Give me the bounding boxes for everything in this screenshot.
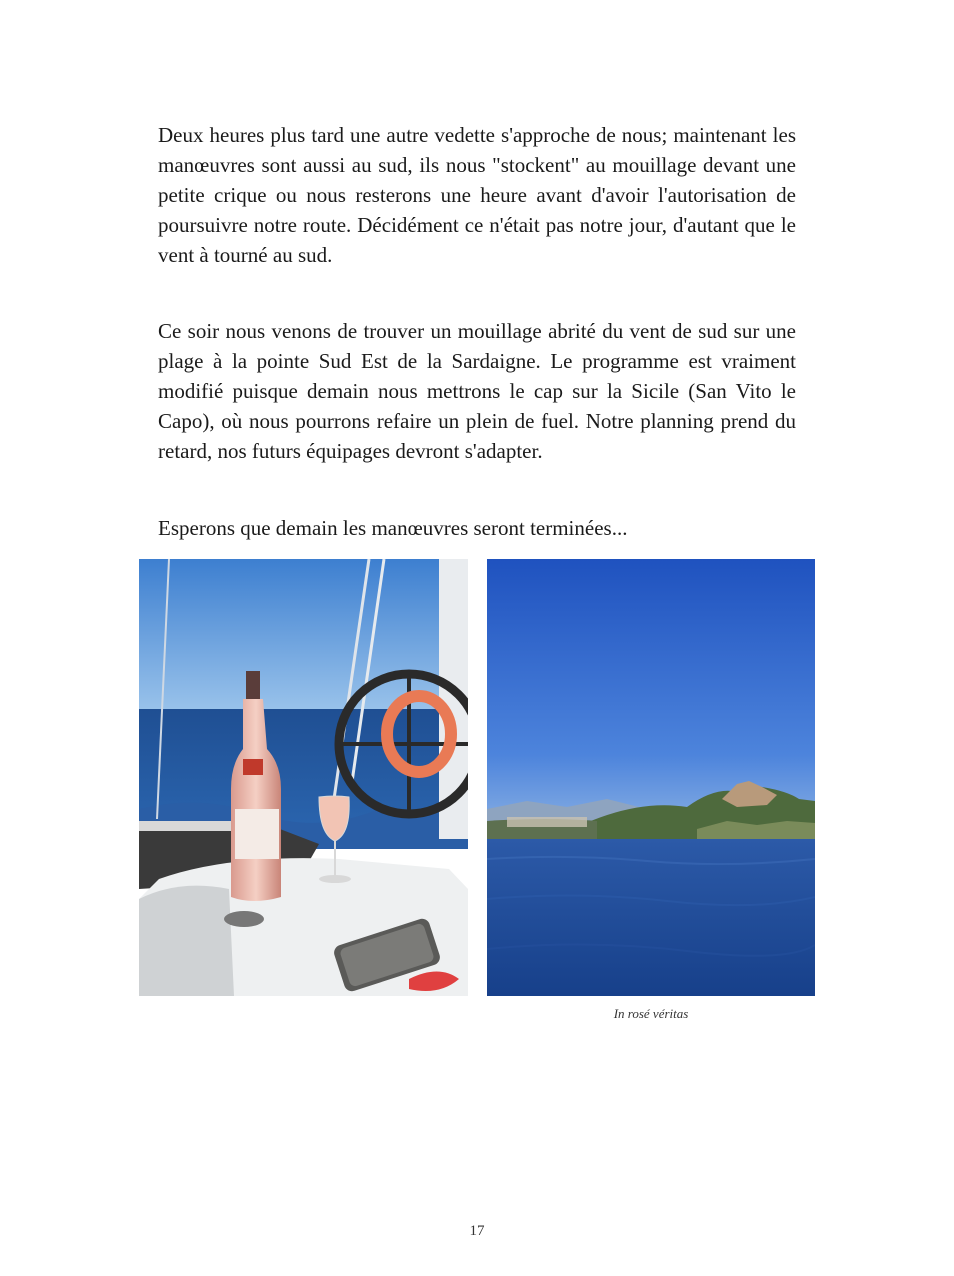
photo-rose-bottle-on-boat [139, 559, 468, 996]
paragraph-2: Ce soir nous venons de trouver un mouillage abrité du vent de sud sur une plage à la pointe Sud Est de la Sardaigne. Le programme est vraiment modifié puisque demain nous mettrons le cap sur la Sicile (San Vito le Capo), où nous pourrons refaire un plein de fuel. Notre planning prend du retard, nos futurs équipages devront s'adapter. [158, 319, 796, 463]
paragraph-1: Deux heures plus tard une autre vedette s'approche de nous; maintenant les manœuvres sont aussi au sud, ils nous "stockent" au mouillage devant une petite crique ou nous resterons une heure avant d'avoir l'autorisation de poursuivre notre route. Décidément ce n'était pas notre jour, d'autant que le vent à tourné au sud. [158, 123, 796, 267]
paragraph-3: Esperons que demain les manœuvres seront terminées... [158, 516, 628, 540]
photo-caption: In rosé véritas [613, 1006, 689, 1021]
photo-sea-coastline [487, 559, 815, 996]
page-number: 17 [469, 1223, 485, 1239]
